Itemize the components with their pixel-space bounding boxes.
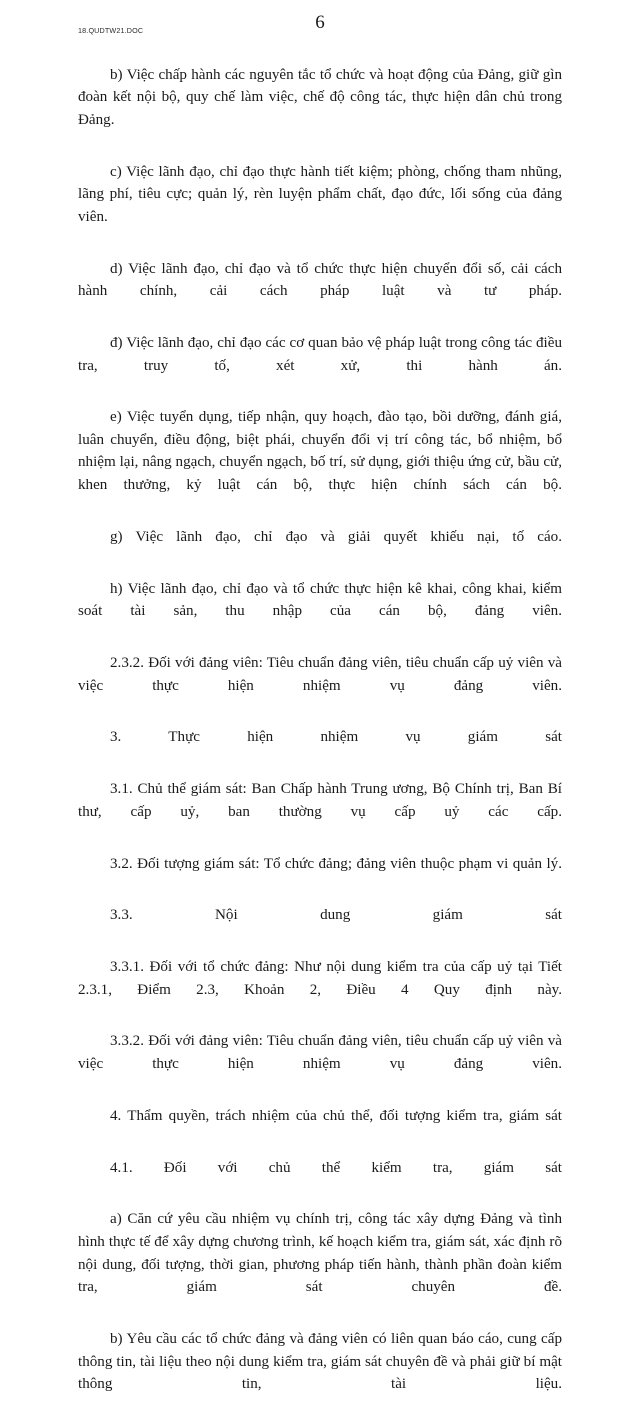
page-header bbox=[0, 12, 640, 56]
document-body bbox=[78, 57, 562, 1418]
page-number: 6 bbox=[315, 12, 325, 33]
paragraph-item-b-nguyen-tac: b) Việc chấp hành các nguyên tắc tổ chức và hoạt động của Đảng, giữ gìn đoàn kết nội bộ, quy chế làm việc, chế độ công tác, thực hiện dân chủ trong Đảng. bbox=[78, 66, 562, 128]
paragraph-section-3-1: 3.1. Chủ thể giám sát: Ban Chấp hành Trung ương, Bộ Chính trị, Ban Bí thư, cấp uỷ, ban thường vụ cấp uỷ các cấp. bbox=[78, 781, 562, 820]
paragraph-section-3-3-1: 3.3.1. Đối với tổ chức đảng: Như nội dung kiểm tra của cấp uỷ tại Tiết 2.3.1, Điểm 2.3, Khoản 2, Điều 4 Quy định này. bbox=[78, 959, 562, 998]
paragraph-item-a-can-cu-yeu-cau: a) Căn cứ yêu cầu nhiệm vụ chính trị, công tác xây dựng Đảng và tình hình thực tế để xây dựng chương trình, kế hoạch kiểm tra, giám sát, xác định rõ nội dung, đối tượng, thời gian, phương pháp tiến hành, thành phần đoàn kiểm tra, giám sát chuyên đề. bbox=[78, 1211, 562, 1296]
paragraph-item-d-chuyen-doi-so: d) Việc lãnh đạo, chỉ đạo và tổ chức thực hiện chuyển đổi số, cải cách hành chính, cải cách pháp luật và tư pháp. bbox=[78, 260, 562, 300]
paragraph-section-3: 3. Thực hiện nhiệm vụ giám sát bbox=[110, 729, 562, 746]
document-code-header: 18.QUDTW21.DOC bbox=[78, 26, 144, 35]
paragraph-item-dd-bao-ve-phap-luat: đ) Việc lãnh đạo, chỉ đạo các cơ quan bảo vệ pháp luật trong công tác điều tra, truy tố, xét xử, thi hành án. bbox=[78, 334, 562, 374]
paragraph-item-e-cong-tac-can-bo: e) Việc tuyển dụng, tiếp nhận, quy hoạch, đào tạo, bồi dưỡng, đánh giá, luân chuyển, điều động, biệt phái, chuyển đổi vị trí công tác, bổ nhiệm, bổ nhiệm lại, nâng ngạch, chuyển ngạch, bố trí, sử dụng, giới thiệu ứng cử, bầu cử, khen thưởng, kỷ luật cán bộ, thực hiện chính sách cán bộ. bbox=[78, 409, 562, 494]
paragraph-section-4: 4. Thẩm quyền, trách nhiệm của chủ thể, đối tượng kiểm tra, giám sát bbox=[110, 1107, 562, 1124]
paragraph-item-g-khieu-nai-to-cao: g) Việc lãnh đạo, chỉ đạo và giải quyết khiếu nại, tố cáo. bbox=[110, 528, 562, 545]
paragraph-section-3-3: 3.3. Nội dung giám sát bbox=[110, 907, 562, 924]
paragraph-item-h-ke-khai-tai-san: h) Việc lãnh đạo, chỉ đạo và tổ chức thực hiện kê khai, công khai, kiểm soát tài sản, thu nhập của cán bộ, đảng viên. bbox=[78, 580, 562, 620]
paragraph-section-2-3-2: 2.3.2. Đối với đảng viên: Tiêu chuẩn đảng viên, tiêu chuẩn cấp uỷ viên và việc thực hiện nhiệm vụ đảng viên. bbox=[78, 655, 562, 694]
paragraph-section-3-3-2: 3.3.2. Đối với đảng viên: Tiêu chuẩn đảng viên, tiêu chuẩn cấp uỷ viên và việc thực hiện nhiệm vụ đảng viên. bbox=[78, 1033, 562, 1073]
paragraph-section-4-1: 4.1. Đối với chủ thể kiểm tra, giám sát bbox=[110, 1159, 562, 1176]
paragraph-item-c-tiet-kiem: c) Việc lãnh đạo, chỉ đạo thực hành tiết kiệm; phòng, chống tham nhũng, lãng phí, tiêu cực; quản lý, rèn luyện phẩm chất, đạo đức, lối sống của đảng viên. bbox=[78, 163, 562, 225]
paragraph-section-3-2: 3.2. Đối tượng giám sát: Tổ chức đảng; đảng viên thuộc phạm vi quản lý. bbox=[110, 855, 562, 872]
paragraph-item-b-yeu-cau-bao-cao: b) Yêu cầu các tổ chức đảng và đảng viên có liên quan báo cáo, cung cấp thông tin, tài liệu theo nội dung kiểm tra, giám sát chuyên đề và phải giữ bí mật thông tin, tài liệu. bbox=[78, 1330, 562, 1393]
